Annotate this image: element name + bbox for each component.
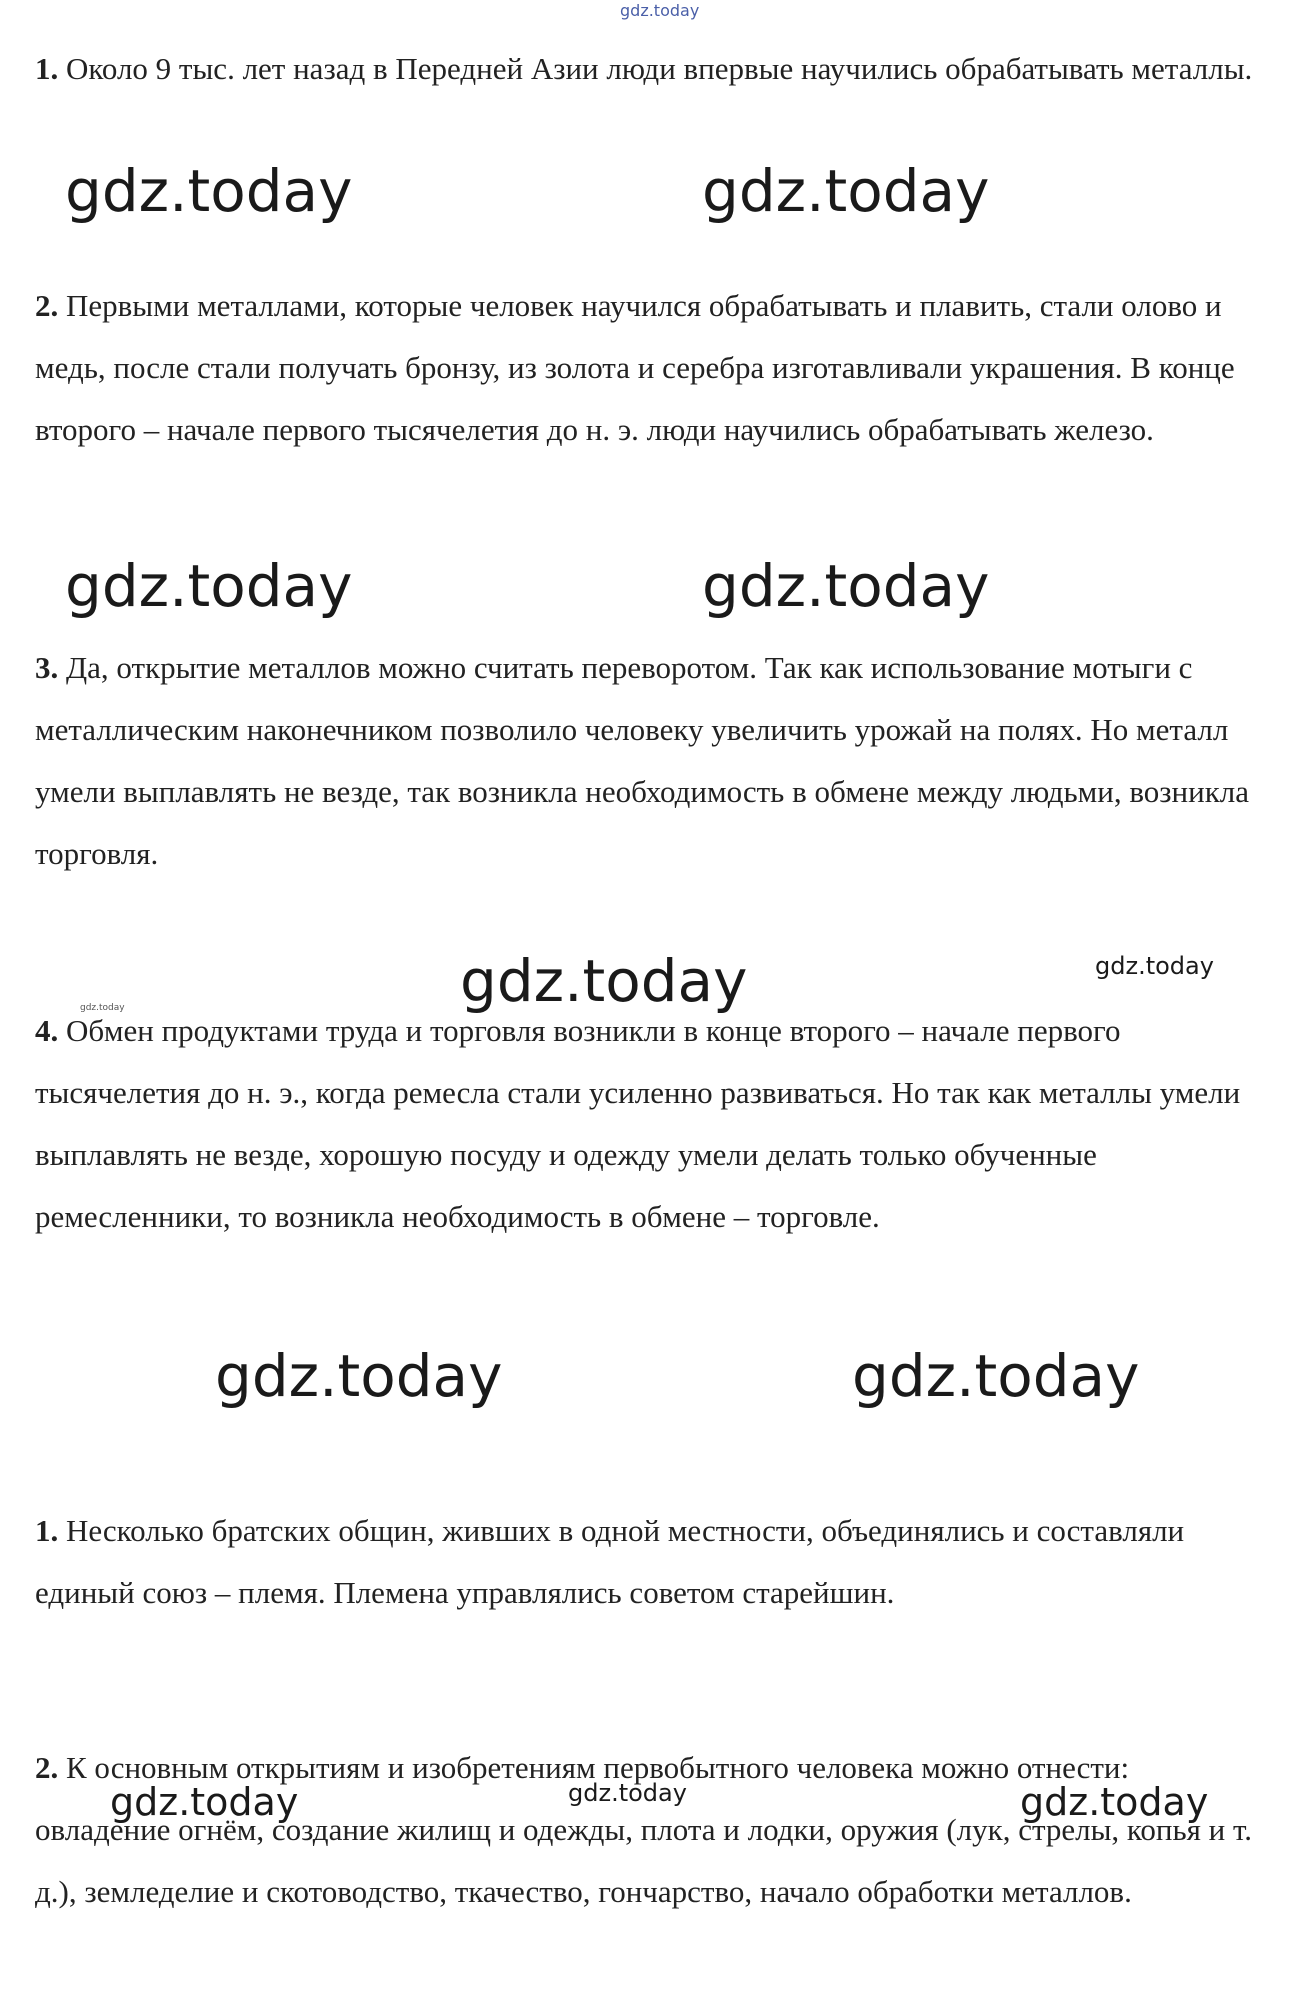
watermark: gdz.today — [460, 947, 748, 1015]
answer-text: Около 9 тыс. лет назад в Передней Азии люди впервые научились обрабатывать металлы. — [58, 51, 1253, 86]
answer-number: 4. — [35, 1013, 59, 1048]
watermark: gdz.today — [65, 552, 353, 620]
answer-paragraph-6 — [35, 1737, 1265, 1923]
answer-text: Да, открытие металлов можно считать переворотом. Так как использование мотыги с металлическим наконечником позволило человеку увеличить урожай на полях. Но металл умели выплавлять не везде, так возникла необходимость в обмене между людьми, возникла торговля. — [35, 650, 1250, 871]
answer-number: 3. — [35, 650, 59, 685]
answer-text: Первыми металлами, которые человек научился обрабатывать и плавить, стали олово и медь, после стали получать бронзу, из золота и серебра изготавливали украшения. В конце второго – начале первого тысячелетия до н. э. люди научились обрабатывать железо. — [35, 288, 1235, 447]
answer-paragraph-2 — [35, 275, 1265, 461]
watermark: gdz.today — [65, 157, 353, 225]
watermark: gdz.today — [1020, 1780, 1209, 1824]
answer-text: К основным открытиям и изобретениям первобытного человека можно отнести: овладение огнём, создание жилищ и одежды, плота и лодки, оружия (лук, стрелы, копья и т. д.), земледелие и скотоводство, ткачество, гончарство, начало обработки металлов. — [35, 1750, 1252, 1909]
watermark: gdz.today — [80, 1003, 125, 1013]
watermark: gdz.today — [568, 1779, 687, 1807]
answer-number: 1. — [35, 51, 59, 86]
answer-paragraph-3 — [35, 637, 1265, 885]
watermark: gdz.today — [852, 1342, 1140, 1410]
watermark-top: gdz.today — [620, 1, 700, 20]
watermark: gdz.today — [1095, 952, 1214, 980]
watermark: gdz.today — [110, 1780, 299, 1824]
watermark: gdz.today — [215, 1342, 503, 1410]
watermark: gdz.today — [702, 552, 990, 620]
answer-number: 2. — [35, 288, 59, 323]
answer-paragraph-4 — [35, 1000, 1265, 1248]
answer-number: 1. — [35, 1513, 59, 1548]
answer-paragraph-5 — [35, 1500, 1265, 1624]
answer-paragraph-1 — [35, 38, 1265, 100]
answer-number: 2. — [35, 1750, 59, 1785]
watermark: gdz.today — [702, 157, 990, 225]
answer-text: Несколько братских общин, живших в одной местности, объединялись и составляли единый союз – племя. Племена управлялись советом старейшин. — [35, 1513, 1185, 1610]
answer-text: Обмен продуктами труда и торговля возникли в конце второго – начале первого тысячелетия до н. э., когда ремесла стали усиленно развиваться. Но так как металлы умели выплавлять не везде, хорошую посуду и одежду умели делать только обученные ремесленники, то возникла необходимость в обмене – торговле. — [35, 1013, 1241, 1234]
